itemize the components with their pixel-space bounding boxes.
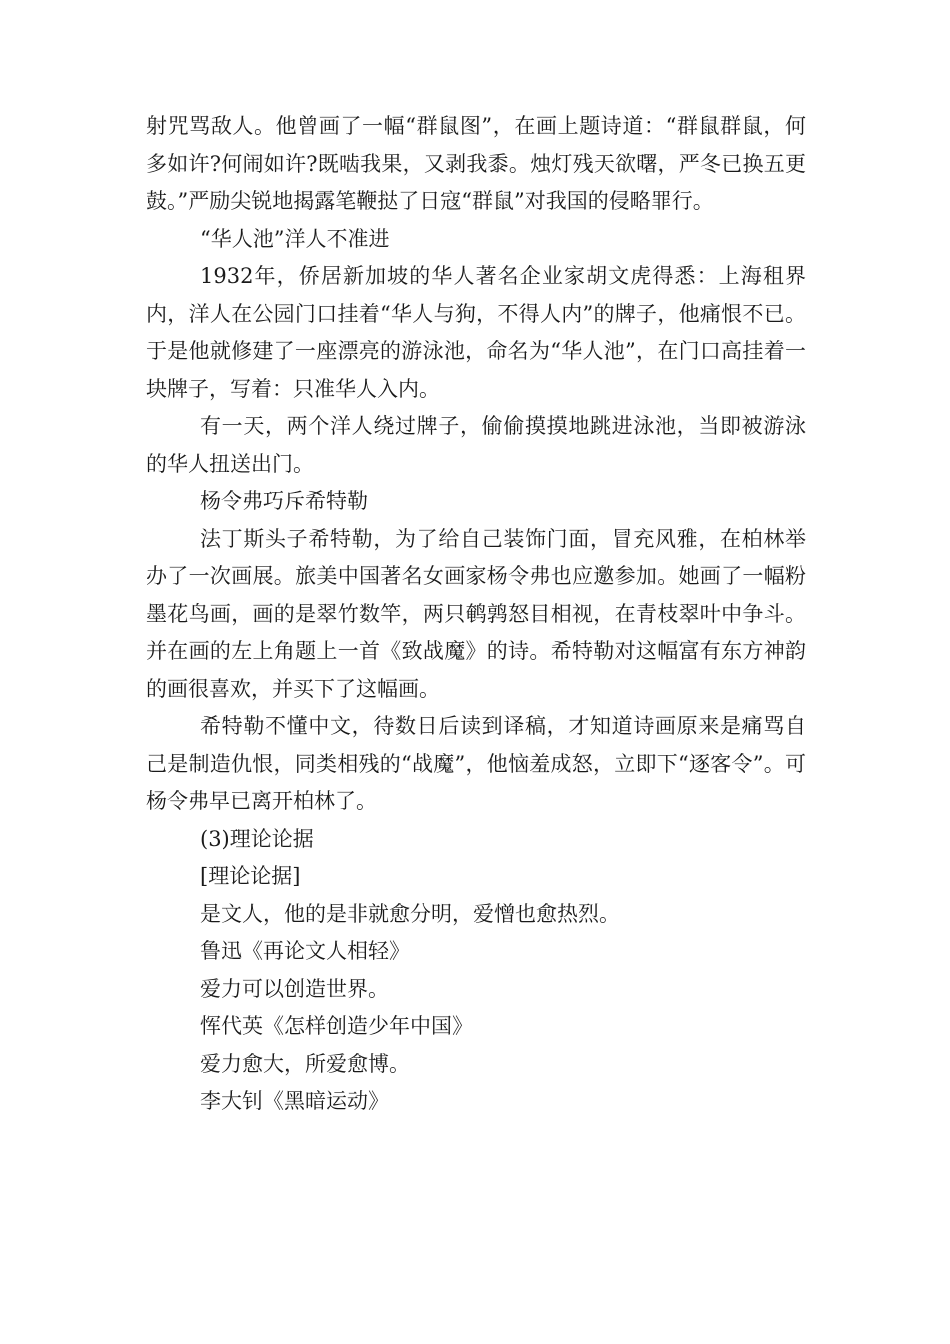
quote-text: 爱力愈大，所爱愈博。 (200, 1051, 410, 1076)
quote-text: 是文人，他的是非就愈分明，爱憎也愈热烈。 (200, 901, 620, 926)
body-paragraph: 希特勒不懂中文，待数日后读到译稿，才知道诗画原来是痛骂自己是制造仇恨，同类相残的“战魔”，他恼羞成怒，立即下“逐客令”。可杨令弗早已离开柏林了。 (146, 714, 806, 813)
section-heading: (3)理论论据 (200, 826, 314, 851)
body-paragraph: 有一天，两个洋人绕过牌子，偷偷摸摸地跳进泳池，当即被游泳的华人扭送出门。 (146, 414, 806, 476)
quote-source: 李大钊《黑暗运动》 (200, 1089, 389, 1113)
quote-text: 爱力可以创造世界。 (200, 976, 389, 1001)
section-heading: “华人池”洋人不准进 (200, 226, 390, 251)
section-label: [理论论据] (200, 864, 301, 888)
body-paragraph: 1932年，侨居新加坡的华人著名企业家胡文虎得悉：上海租界内，洋人在公园门口挂着“华人与狗，不得人内”的牌子，他痛恨不已。于是他就修建了一座漂亮的游泳池，命名为“华人池”，在门口高挂着一块牌子，写着：只准华人入内。 (146, 264, 806, 401)
quote-source: 鲁迅《再论文人相轻》 (200, 939, 410, 963)
document-page (146, 108, 806, 1121)
body-paragraph: 法丁斯头子希特勒，为了给自己装饰门面，冒充风雅，在柏林举办了一次画展。旅美中国著名女画家杨令弗也应邀参加。她画了一幅粉墨花鸟画，画的是翠竹数竿，两只鹌鹑怒目相视，在青枝翠叶中争斗。并在画的左上角题上一首《致战魔》的诗。希特勒对这幅富有东方神韵的画很喜欢，并买下了这幅画。 (146, 526, 806, 701)
body-paragraph: 射咒骂敌人。他曾画了一幅“群鼠图”，在画上题诗道：“群鼠群鼠，何多如许?何闹如许?既啮我果，又剥我黍。烛灯残天欲曙，严冬已换五更鼓。”严励尖锐地揭露笔鞭挞了日寇“群鼠”对我国的侵略罪行。 (146, 114, 806, 213)
section-heading: 杨令弗巧斥希特勒 (200, 489, 368, 513)
quote-source: 恽代英《怎样创造少年中国》 (200, 1014, 473, 1038)
